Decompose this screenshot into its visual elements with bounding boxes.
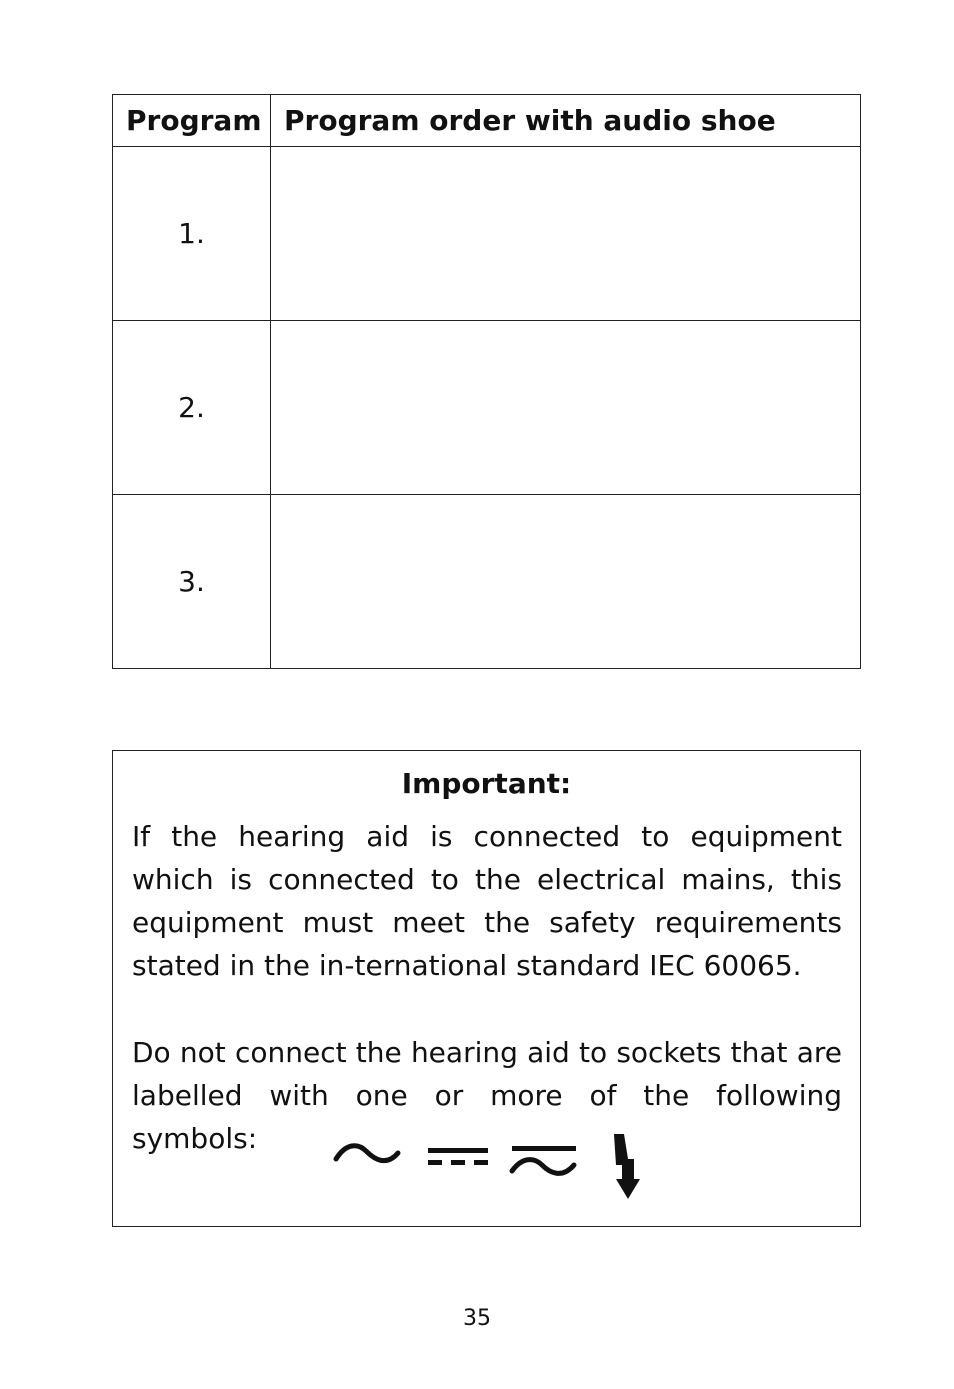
program-table [112, 94, 861, 669]
header-program: Program [113, 95, 271, 147]
warning-symbols [328, 1129, 648, 1201]
table-row [113, 321, 861, 495]
dc-icon [428, 1148, 488, 1165]
program-order-cell [271, 321, 861, 495]
table-header-row [113, 95, 861, 147]
page-number: 35 [463, 1306, 491, 1331]
table-row [113, 147, 861, 321]
program-order-cell [271, 147, 861, 321]
ac-dc-icon [512, 1146, 576, 1173]
program-number: 3. [113, 495, 271, 669]
program-order-cell [271, 495, 861, 669]
important-title: Important: [401, 767, 572, 800]
table-row [113, 495, 861, 669]
lightning-arrow-icon [614, 1134, 640, 1199]
important-paragraph-sockets: Do not connect the hearing aid to sockets that are labelled with one or more of the following symbols: [132, 1036, 842, 1155]
important-notice-box [112, 750, 861, 1227]
program-number: 2. [113, 321, 271, 495]
program-number: 1. [113, 147, 271, 321]
header-program-order: Program order with audio shoe [271, 95, 861, 147]
ac-tilde-icon [336, 1146, 398, 1161]
important-paragraph-mains: If the hearing aid is connected to equipment which is connected to the electrical mains, this equipment must meet the safety requirements stated in the in-ternational standard IEC 60065. [132, 820, 842, 982]
